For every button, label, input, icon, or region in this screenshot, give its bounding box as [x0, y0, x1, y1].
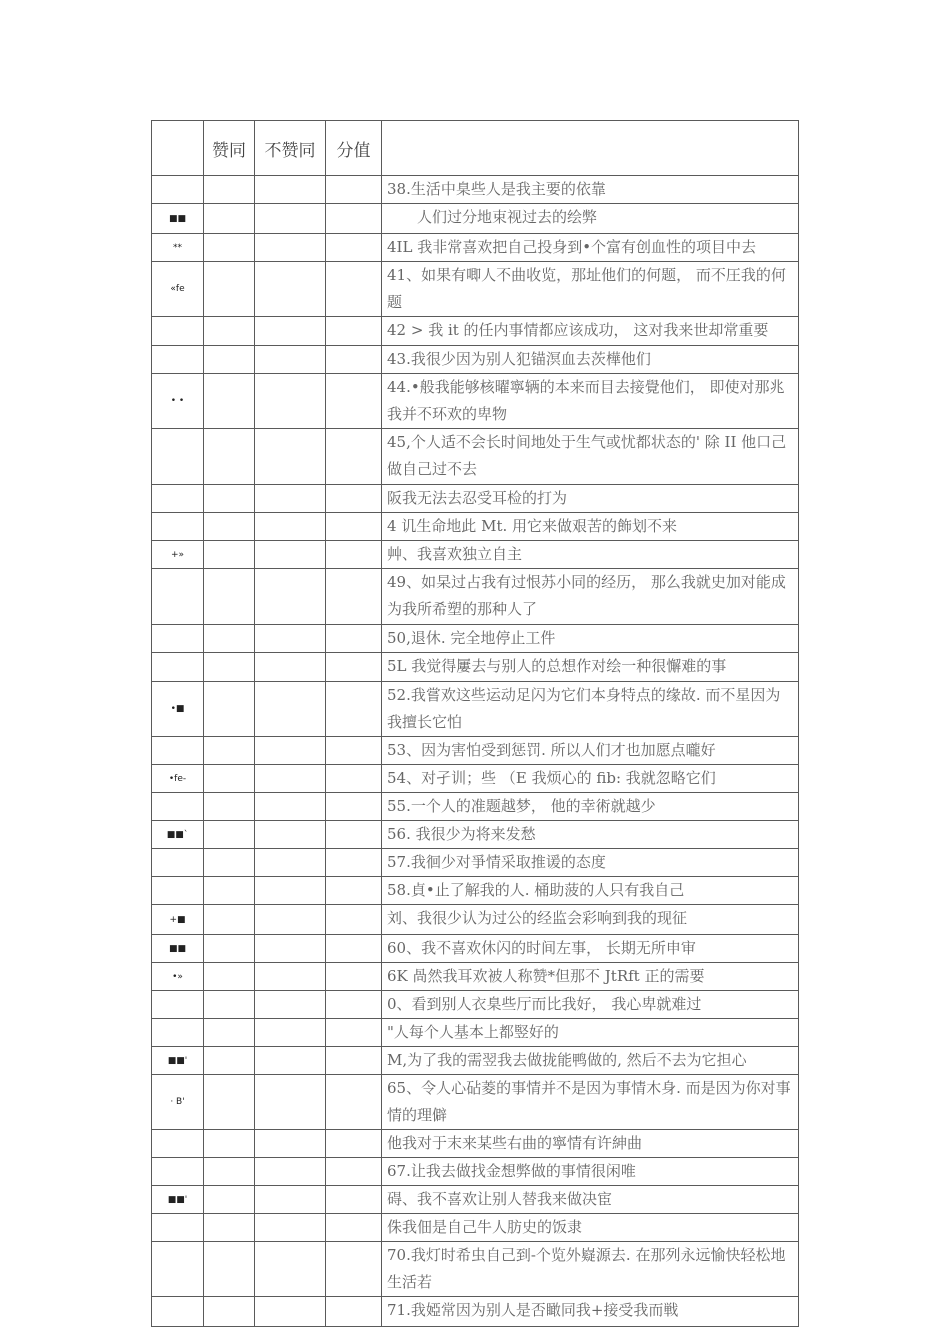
item-text: 65、令人心砧菱的事情并不是因为事情木身. 而是因为你对事情的理僻	[382, 1075, 799, 1130]
table-row	[152, 821, 799, 849]
agree-cell	[204, 653, 255, 682]
table-row	[152, 1242, 799, 1297]
disagree-cell	[255, 935, 326, 963]
table-row	[152, 1297, 799, 1327]
row-marker	[152, 176, 204, 204]
row-marker	[152, 849, 204, 877]
item-text: 5L 我觉得屢去与别人的总想作对绘一种很懈难的事	[382, 653, 799, 682]
score-cell	[326, 1297, 382, 1327]
score-cell	[326, 1130, 382, 1158]
row-marker: • •	[152, 374, 204, 429]
agree-cell	[204, 1214, 255, 1242]
item-text: 0、看到别人衣臬些厅而比我好， 我心卑就难过	[382, 991, 799, 1019]
score-cell	[326, 905, 382, 935]
agree-cell	[204, 429, 255, 485]
score-cell	[326, 429, 382, 485]
score-cell	[326, 1047, 382, 1075]
item-text: 4 讥生命地此 Mt. 用它来做艰苦的飾划不来	[382, 513, 799, 541]
score-cell	[326, 346, 382, 374]
score-cell	[326, 234, 382, 262]
row-marker	[152, 991, 204, 1019]
item-text: M,为了我的需翌我去做拢能鸭做的, 然后不去为它担心	[382, 1047, 799, 1075]
row-marker	[152, 1158, 204, 1186]
row-marker	[152, 317, 204, 346]
table-row	[152, 1214, 799, 1242]
score-cell	[326, 262, 382, 317]
table-row	[152, 653, 799, 682]
row-marker	[152, 877, 204, 905]
table-row	[152, 204, 799, 234]
agree-cell	[204, 935, 255, 963]
table-row	[152, 737, 799, 765]
agree-cell	[204, 176, 255, 204]
table-row	[152, 1047, 799, 1075]
item-text: 57.我徊少对爭情采取推谖的态度	[382, 849, 799, 877]
disagree-cell	[255, 569, 326, 625]
agree-cell	[204, 765, 255, 793]
agree-cell	[204, 963, 255, 991]
row-marker: +■	[152, 905, 204, 935]
agree-cell	[204, 1019, 255, 1047]
item-text: 刘、我很少认为过公的经监会彩响到我的现征	[382, 905, 799, 935]
disagree-cell	[255, 653, 326, 682]
item-text: 70.我灯时希虫自己到-个览外嶷源去. 在那列永远愉快轻松地生活若	[382, 1242, 799, 1297]
row-marker: · B'	[152, 1075, 204, 1130]
score-cell	[326, 877, 382, 905]
item-text: 43.我很少因为别人犯锚溟血去茨樺他们	[382, 346, 799, 374]
agree-cell	[204, 625, 255, 653]
score-cell	[326, 1158, 382, 1186]
score-cell	[326, 485, 382, 513]
table-row	[152, 1075, 799, 1130]
row-marker	[152, 737, 204, 765]
agree-cell	[204, 905, 255, 935]
disagree-cell	[255, 1242, 326, 1297]
disagree-cell	[255, 1130, 326, 1158]
disagree-cell	[255, 346, 326, 374]
table-row	[152, 905, 799, 935]
table-row	[152, 1186, 799, 1214]
disagree-cell	[255, 1214, 326, 1242]
table-row	[152, 793, 799, 821]
table-header-row	[152, 121, 799, 176]
agree-cell	[204, 682, 255, 737]
table-row	[152, 1130, 799, 1158]
row-marker	[152, 1019, 204, 1047]
row-marker	[152, 1242, 204, 1297]
row-marker: ■■	[152, 204, 204, 234]
row-marker: ■■'	[152, 1186, 204, 1214]
table-row	[152, 317, 799, 346]
item-text: 44.•般我能够核曜寧辆的本来而目去接覺他们， 即使对那兆我并不环欢的卑物	[382, 374, 799, 429]
disagree-cell	[255, 1158, 326, 1186]
disagree-cell	[255, 262, 326, 317]
disagree-cell	[255, 429, 326, 485]
row-marker: «fe	[152, 262, 204, 317]
item-text: 56. 我很少为将来发愁	[382, 821, 799, 849]
item-text: 49、如杲过占我有过恨苏小同的经历， 那么我就史加对能成为我所希塑的那种人了	[382, 569, 799, 625]
agree-cell	[204, 541, 255, 569]
agree-cell	[204, 1158, 255, 1186]
disagree-cell	[255, 374, 326, 429]
item-text: 侏我佃是自己牛人肪史的饭隶	[382, 1214, 799, 1242]
disagree-cell	[255, 793, 326, 821]
disagree-cell	[255, 963, 326, 991]
row-marker: •»	[152, 963, 204, 991]
header-blank-cell	[152, 121, 204, 176]
table-row	[152, 541, 799, 569]
item-text: 4IL 我非常喜欢把自己投身到•个富有创血性的项目中去	[382, 234, 799, 262]
table-row	[152, 849, 799, 877]
disagree-cell	[255, 682, 326, 737]
score-cell	[326, 513, 382, 541]
agree-cell	[204, 485, 255, 513]
table-row	[152, 625, 799, 653]
score-cell	[326, 1214, 382, 1242]
row-marker: •■	[152, 682, 204, 737]
table-row	[152, 513, 799, 541]
disagree-cell	[255, 485, 326, 513]
item-text: 58.貞•止了解我的人. 桶助菠的人只有我自己	[382, 877, 799, 905]
score-cell	[326, 935, 382, 963]
row-marker	[152, 346, 204, 374]
item-text: 42 > 我 it 的任内事情都应该成功， 这对我来世却常重要	[382, 317, 799, 346]
agree-cell	[204, 1075, 255, 1130]
item-text: 阪我无法去忍受耳检的打为	[382, 485, 799, 513]
agree-cell	[204, 234, 255, 262]
item-text: 50,退休. 完全地停止工件	[382, 625, 799, 653]
score-cell	[326, 1019, 382, 1047]
agree-cell	[204, 849, 255, 877]
agree-cell	[204, 1297, 255, 1327]
disagree-cell	[255, 204, 326, 234]
row-marker	[152, 1130, 204, 1158]
item-text: 38.生活中臬些人是我主要的依靠	[382, 176, 799, 204]
item-text: "人每个人基本上都竪好的	[382, 1019, 799, 1047]
disagree-cell	[255, 821, 326, 849]
table-row	[152, 262, 799, 317]
item-text: 碍、我不喜欢让别人替我来做决宦	[382, 1186, 799, 1214]
row-marker	[152, 1297, 204, 1327]
item-text: 艸、我喜欢独立自主	[382, 541, 799, 569]
disagree-cell	[255, 541, 326, 569]
row-marker: ■■	[152, 935, 204, 963]
row-marker	[152, 625, 204, 653]
row-marker: ■■`	[152, 821, 204, 849]
score-cell	[326, 849, 382, 877]
disagree-cell	[255, 765, 326, 793]
score-cell	[326, 374, 382, 429]
agree-cell	[204, 737, 255, 765]
disagree-cell	[255, 905, 326, 935]
agree-cell	[204, 1186, 255, 1214]
disagree-cell	[255, 513, 326, 541]
item-text: 45,个人适不会长时间地处于生气或忧都状态的' 除 II 他口己做自己过不去	[382, 429, 799, 485]
agree-cell	[204, 793, 255, 821]
table-row	[152, 991, 799, 1019]
score-cell	[326, 793, 382, 821]
table-row	[152, 935, 799, 963]
row-marker: **	[152, 234, 204, 262]
agree-cell	[204, 346, 255, 374]
agree-cell	[204, 569, 255, 625]
table-row	[152, 346, 799, 374]
disagree-cell	[255, 849, 326, 877]
disagree-cell	[255, 1297, 326, 1327]
item-text: 他我对于末来某些右曲的寧情有许紳曲	[382, 1130, 799, 1158]
score-cell	[326, 204, 382, 234]
table-row	[152, 765, 799, 793]
table-row	[152, 877, 799, 905]
row-marker	[152, 1214, 204, 1242]
score-cell	[326, 963, 382, 991]
agree-cell	[204, 317, 255, 346]
score-cell	[326, 176, 382, 204]
table-row	[152, 963, 799, 991]
table-row	[152, 485, 799, 513]
score-cell	[326, 1242, 382, 1297]
row-marker: •fe-	[152, 765, 204, 793]
disagree-cell	[255, 1075, 326, 1130]
item-text: 53、因为害怕受到惩罚. 所以人们才也加愿点嚨好	[382, 737, 799, 765]
item-text: 52.我嘗欢这些运动足闪为它们本身特点的缘故. 而不星因为我擅长它怕	[382, 682, 799, 737]
agree-cell	[204, 991, 255, 1019]
row-marker	[152, 429, 204, 485]
header-agree: 赞同	[204, 121, 255, 176]
row-marker	[152, 653, 204, 682]
table-row	[152, 682, 799, 737]
score-cell	[326, 1186, 382, 1214]
agree-cell	[204, 877, 255, 905]
score-cell	[326, 821, 382, 849]
row-marker	[152, 513, 204, 541]
row-marker: +»	[152, 541, 204, 569]
item-text: 6K 咼然我耳欢被人称赞*但那不 JtRft 正的需要	[382, 963, 799, 991]
item-text: 55.一个人的准题越梦， 他的幸術就越少	[382, 793, 799, 821]
table-row	[152, 429, 799, 485]
score-cell	[326, 653, 382, 682]
agree-cell	[204, 821, 255, 849]
table-row	[152, 176, 799, 204]
item-text: 54、对孑训；些 （E 我烦心的 fib: 我就忽略它们	[382, 765, 799, 793]
disagree-cell	[255, 176, 326, 204]
item-text: 71.我婭常因为别人是否瞰同我+接受我而戦	[382, 1297, 799, 1327]
table-row	[152, 1158, 799, 1186]
score-cell	[326, 625, 382, 653]
disagree-cell	[255, 737, 326, 765]
agree-cell	[204, 513, 255, 541]
table-row	[152, 569, 799, 625]
row-marker: ■■'	[152, 1047, 204, 1075]
score-cell	[326, 682, 382, 737]
disagree-cell	[255, 991, 326, 1019]
disagree-cell	[255, 1047, 326, 1075]
table-row	[152, 1019, 799, 1047]
score-cell	[326, 1075, 382, 1130]
disagree-cell	[255, 317, 326, 346]
disagree-cell	[255, 1186, 326, 1214]
disagree-cell	[255, 877, 326, 905]
row-marker	[152, 793, 204, 821]
row-marker	[152, 485, 204, 513]
header-score: 分值	[326, 121, 382, 176]
agree-cell	[204, 1242, 255, 1297]
disagree-cell	[255, 1019, 326, 1047]
agree-cell	[204, 262, 255, 317]
score-cell	[326, 737, 382, 765]
score-cell	[326, 765, 382, 793]
header-disagree: 不赞同	[255, 121, 326, 176]
survey-table	[151, 120, 799, 1327]
score-cell	[326, 317, 382, 346]
item-text: 人们过分地束视过去的绘弊	[382, 204, 799, 234]
row-marker	[152, 569, 204, 625]
score-cell	[326, 991, 382, 1019]
agree-cell	[204, 1047, 255, 1075]
item-text: 60、我不喜欢休闪的时间左事， 长期无所申审	[382, 935, 799, 963]
score-cell	[326, 569, 382, 625]
agree-cell	[204, 1130, 255, 1158]
item-text: 41、如果有唧人不曲收览，那址他们的何题， 而不圧我的何题	[382, 262, 799, 317]
table-row	[152, 234, 799, 262]
header-item	[382, 121, 799, 176]
disagree-cell	[255, 625, 326, 653]
agree-cell	[204, 374, 255, 429]
item-text: 67.让我去做找金想弊做的事情很闲唯	[382, 1158, 799, 1186]
score-cell	[326, 541, 382, 569]
disagree-cell	[255, 234, 326, 262]
table-row	[152, 374, 799, 429]
agree-cell	[204, 204, 255, 234]
